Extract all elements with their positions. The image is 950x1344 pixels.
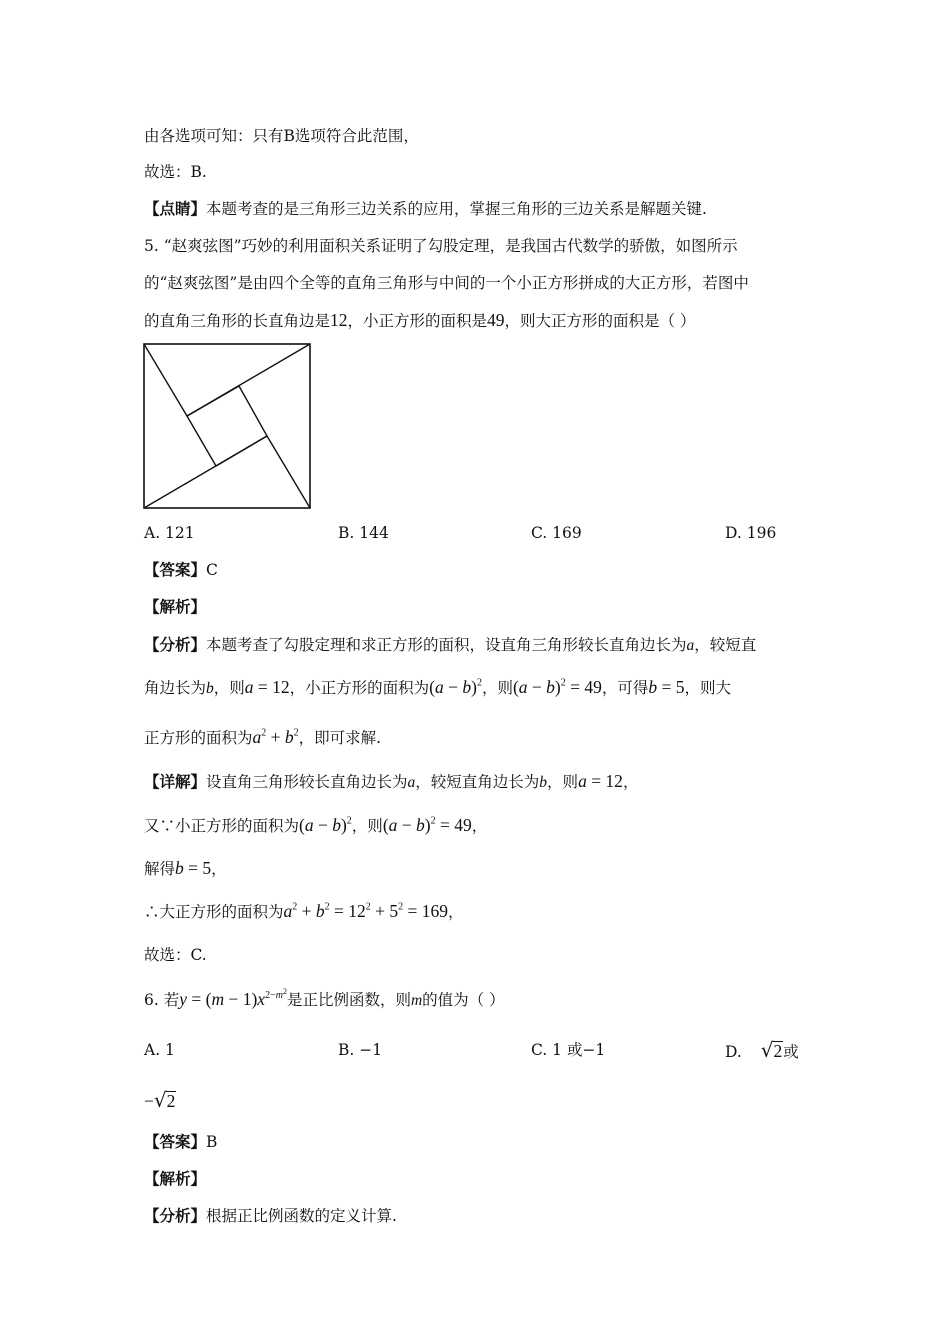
xiangjie-line1 (144, 770, 638, 794)
option-c: C. 1 或−1 (531, 1041, 606, 1059)
text: 由各选项可知：只有B选项符合此范围， (144, 127, 419, 145)
text: 5. “赵爽弦图”巧妙的利用面积关系证明了勾股定理，是我国古代数学的骄傲，如图所示 (144, 237, 738, 255)
text: ，则 (547, 773, 579, 791)
math: $(a - b)^2$ (299, 815, 352, 835)
text: 本题考查了勾股定理和求正方形的面积，设直角三角形较长直角边长为 (206, 636, 687, 654)
outer-square (144, 344, 310, 508)
option-a: A. 121 (144, 524, 195, 542)
text: ， (622, 773, 639, 791)
triangle-edge (267, 436, 310, 508)
math: b = 5 (648, 677, 685, 697)
math: b (206, 680, 214, 697)
text: ，则大 (684, 679, 732, 697)
text: 设直角三角形较长直角边长为 (206, 773, 408, 791)
q6-stem (144, 988, 505, 1012)
text: 的“赵爽弦图”是由四个全等的直角三角形与中间的一个小正方形拼成的大正方形，若图中 (144, 274, 749, 292)
math: $(a - b)^2 = 49$ (382, 815, 472, 835)
text: ，较短直 (694, 636, 757, 654)
answer-line (144, 1131, 217, 1153)
option-b: B. 144 (338, 524, 389, 542)
text: ，较短直角边长为 (415, 773, 540, 791)
text: 根据正比例函数的定义计算. (206, 1207, 397, 1225)
text: 的值为（ ） (422, 991, 505, 1009)
math: a (686, 637, 695, 654)
q5-stem-line1 (144, 235, 738, 257)
text: ，小正方形的面积是 (347, 312, 488, 330)
sqrt-2: √2 (760, 1038, 783, 1062)
math: 12 (330, 310, 348, 330)
text: ，即可求解. (298, 729, 382, 747)
text-line (144, 125, 419, 147)
text: 是正比例函数，则 (286, 991, 411, 1009)
fenxi-line2 (144, 676, 731, 700)
text: 6. 若 (144, 991, 180, 1009)
text: 又∵小正方形的面积为 (144, 817, 300, 835)
inner-square (187, 386, 267, 466)
answer-value: B (206, 1133, 218, 1151)
math: $a^2 + b^2 = 12^2 + 5^2 = 169$ (283, 901, 449, 921)
math: $y = (m - 1)x^{2-m^2}$ (179, 986, 287, 1009)
text: 或 (783, 1043, 799, 1061)
text: 的直角三角形的长直角边是 (144, 312, 331, 330)
section-tag: 【分析】 (144, 1206, 207, 1225)
fenxi-line (144, 1205, 397, 1227)
text: ，则 (481, 679, 513, 697)
dianjing-line (144, 198, 707, 220)
math: a = 12 (578, 771, 623, 791)
text: 故选：B. (144, 163, 207, 181)
text: 角边长为 (144, 679, 207, 697)
xiangjie-line5 (144, 944, 207, 966)
math: b (539, 774, 548, 791)
section-tag: 【答案】 (144, 1132, 207, 1151)
fenxi-line1 (144, 634, 756, 657)
text: ， (211, 860, 227, 878)
math: b = 5 (175, 858, 212, 878)
section-tag: 【分析】 (144, 635, 207, 654)
option-d-continued (144, 1089, 176, 1113)
xiangjie-line3 (144, 857, 227, 880)
text: ∴大正方形的面积为 (144, 903, 284, 921)
math: $a^2 + b^2$ (252, 727, 299, 747)
section-tag: 【点睛】 (144, 199, 207, 218)
option-a: A. 1 (144, 1041, 175, 1059)
text: 本题考查的是三角形三边关系的应用，掌握三角形的三边关系是解题关键. (206, 200, 707, 218)
neg-sqrt-2: −√2 (144, 1088, 176, 1112)
text: 解得 (144, 860, 176, 878)
text-line (144, 161, 207, 183)
xiangjie-line2 (144, 814, 487, 837)
option-d: D. 196 (725, 524, 777, 542)
triangle-edge (144, 344, 187, 416)
text: ，小正方形的面积为 (289, 679, 430, 697)
math: $(a - b)^2 = 49$ (512, 677, 602, 697)
q5-stem-line3 (144, 309, 695, 332)
zhao-shuang-diagram (143, 343, 312, 510)
answer-line (144, 559, 218, 581)
section-tag: 【详解】 (144, 772, 207, 791)
text: ，则大正方形的面积是（ ） (504, 312, 696, 330)
option-b: B. −1 (338, 1041, 383, 1059)
text: 故选：C. (144, 946, 207, 964)
xiangjie-line4 (144, 900, 464, 923)
math: a = 12 (244, 677, 290, 697)
text: ，则 (213, 679, 245, 697)
math: a (407, 774, 416, 791)
option-label: D. (725, 1043, 742, 1061)
analysis-heading (144, 1168, 206, 1190)
text: ， (471, 817, 488, 835)
text: ，则 (351, 817, 383, 835)
math: $(a - b)^2$ (429, 677, 482, 697)
section-tag: 【解析】 (144, 1169, 207, 1188)
option-d (725, 1039, 799, 1063)
text: ， (448, 903, 464, 921)
text: ，可得 (601, 679, 649, 697)
math: 49 (487, 310, 505, 330)
section-tag: 【答案】 (144, 560, 207, 579)
analysis-heading (144, 596, 206, 618)
fenxi-line3 (144, 726, 381, 749)
q5-stem-line2 (144, 272, 749, 294)
text: 正方形的面积为 (144, 729, 253, 747)
section-tag: 【解析】 (144, 597, 207, 616)
option-c: C. 169 (531, 524, 582, 542)
answer-value: C (206, 561, 218, 579)
math: m (410, 992, 423, 1009)
